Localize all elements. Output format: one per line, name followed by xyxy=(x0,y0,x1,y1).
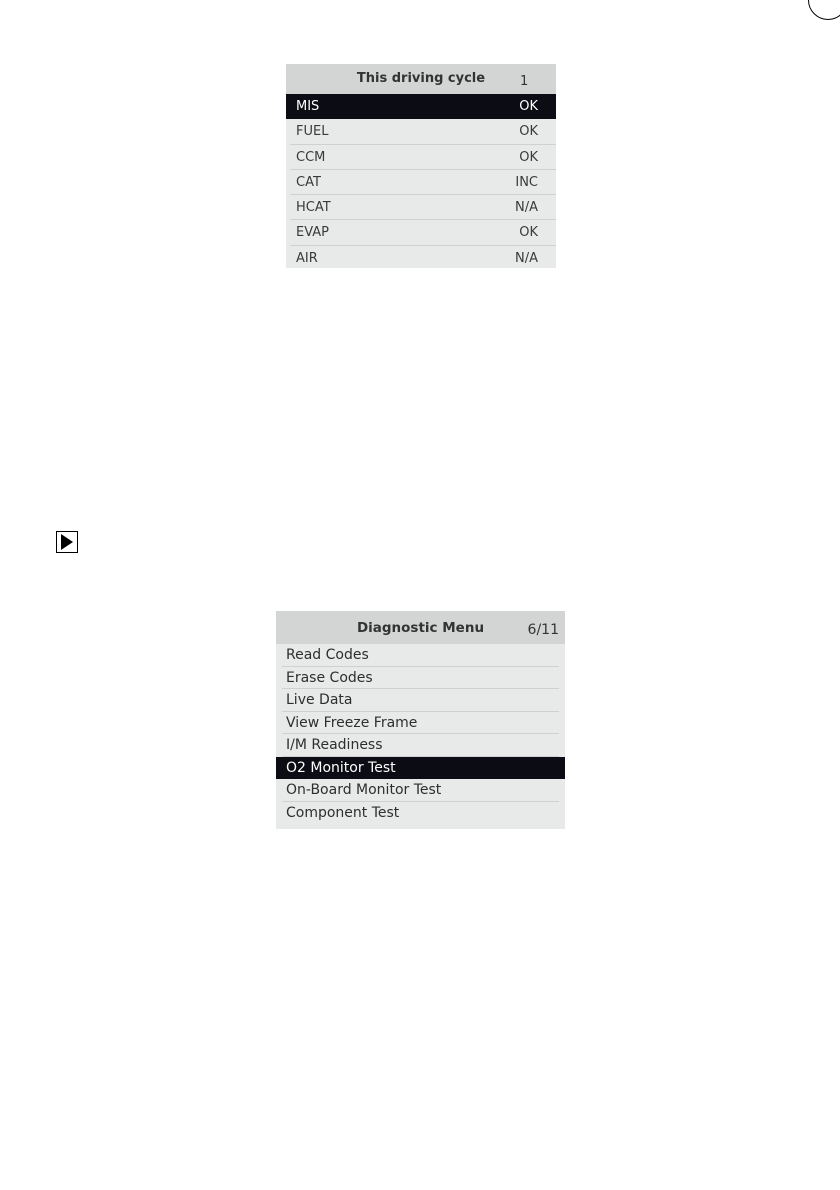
menu-item-label: O2 Monitor Test xyxy=(286,759,396,776)
monitor-status: INC xyxy=(515,174,538,190)
monitor-name: EVAP xyxy=(296,225,330,241)
menu-item-o2-monitor-test[interactable] xyxy=(276,757,565,780)
play-arrow-icon xyxy=(56,531,78,553)
screen-title: This driving cycle xyxy=(356,71,486,86)
menu-item-on-board-monitor-test[interactable] xyxy=(282,779,559,802)
monitor-status: N/A xyxy=(515,200,538,216)
menu-item-live-data[interactable] xyxy=(282,689,559,712)
menu-item-label: Live Data xyxy=(286,692,353,708)
menu-item-im-readiness[interactable] xyxy=(282,734,559,757)
screen-header xyxy=(276,611,565,644)
monitor-row-cat[interactable] xyxy=(290,170,556,195)
diagnostic-menu-screen xyxy=(276,611,565,829)
monitor-name: CCM xyxy=(296,149,326,165)
cycle-count: 1 xyxy=(520,74,529,89)
monitor-row-evap[interactable] xyxy=(290,220,556,245)
monitor-status: OK xyxy=(519,149,538,165)
monitor-name: FUEL xyxy=(296,124,329,140)
menu-item-label: I/M Readiness xyxy=(286,737,383,753)
monitor-name: HCAT xyxy=(296,200,331,216)
menu-item-view-freeze-frame[interactable] xyxy=(282,712,559,735)
monitor-status: OK xyxy=(519,99,538,114)
menu-item-label: Read Codes xyxy=(286,647,369,663)
menu-item-read-codes[interactable] xyxy=(282,644,559,667)
menu-item-label: View Freeze Frame xyxy=(286,714,418,731)
monitor-status: N/A xyxy=(515,250,538,266)
menu-item-label: Component Test xyxy=(286,804,400,821)
monitor-row-fuel[interactable] xyxy=(290,119,556,144)
page-corner-decoration xyxy=(808,0,840,20)
screen-title: Diagnostic Menu xyxy=(356,620,485,636)
driving-cycle-screen xyxy=(286,64,556,268)
monitor-name: AIR xyxy=(296,250,318,266)
monitor-name: CAT xyxy=(296,174,321,190)
menu-item-label: On-Board Monitor Test xyxy=(286,782,442,798)
menu-item-erase-codes[interactable] xyxy=(282,667,559,690)
page-indicator: 6/11 xyxy=(527,622,559,638)
monitor-status: OK xyxy=(519,124,538,140)
monitor-row-air[interactable] xyxy=(290,246,556,271)
menu-item-component-test[interactable] xyxy=(282,802,559,825)
menu-item-label: Erase Codes xyxy=(286,669,373,686)
monitor-row-mis[interactable] xyxy=(286,94,556,119)
monitor-status: OK xyxy=(519,225,538,241)
monitor-row-hcat[interactable] xyxy=(290,195,556,220)
monitor-name: MIS xyxy=(296,99,320,114)
screen-header xyxy=(286,64,556,94)
monitor-row-ccm[interactable] xyxy=(290,145,556,170)
